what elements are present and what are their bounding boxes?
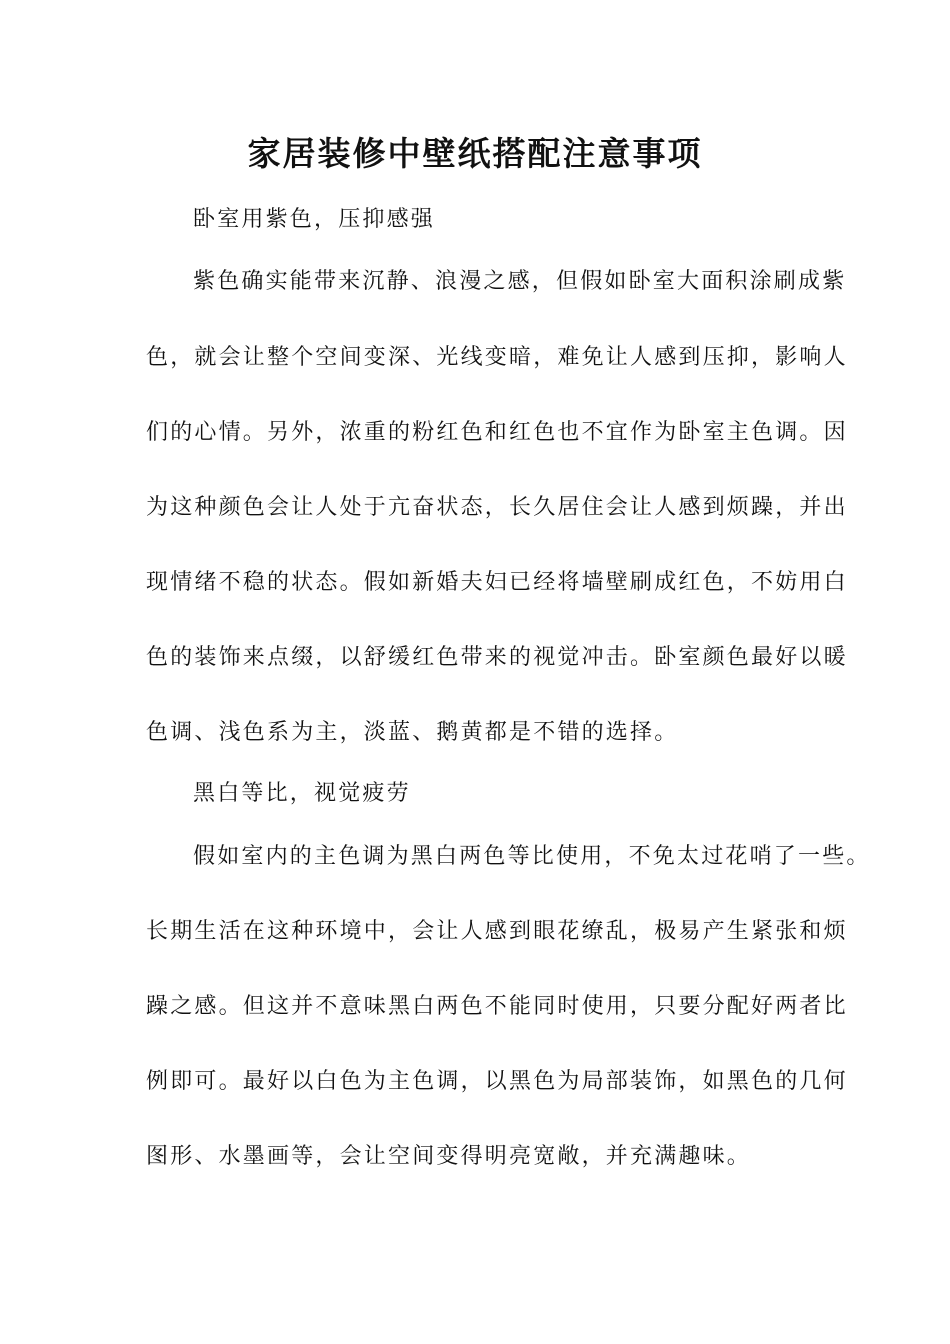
paragraph-line: 为这种颜色会让人处于亢奋状态，长久居住会让人感到烦躁，并出: [146, 495, 848, 520]
paragraph-line: 现情绪不稳的状态。假如新婚夫妇已经将墙壁刷成红色，不妨用白: [146, 570, 848, 595]
paragraph-line: 们的心情。另外，浓重的粉红色和红色也不宜作为卧室主色调。因: [146, 420, 848, 445]
paragraph-line: 色，就会让整个空间变深、光线变暗，难免让人感到压抑，影响人: [146, 345, 848, 370]
paragraph-line: 躁之感。但这并不意味黑白两色不能同时使用，只要分配好两者比: [146, 994, 848, 1019]
section-heading: 卧室用紫色，压抑感强: [193, 207, 436, 232]
paragraph-line: 色调、浅色系为主，淡蓝、鹅黄都是不错的选择。: [146, 720, 679, 745]
paragraph-line: 长期生活在这种环境中，会让人感到眼花缭乱，极易产生紧张和烦: [146, 919, 848, 944]
paragraph-line: 紫色确实能带来沉静、浪漫之感，但假如卧室大面积涂刷成紫: [193, 269, 847, 294]
paragraph-line: 色的装饰来点缀，以舒缓红色带来的视觉冲击。卧室颜色最好以暖: [146, 645, 848, 670]
section-heading: 黑白等比，视觉疲劳: [193, 781, 411, 806]
paragraph-line: 假如室内的主色调为黑白两色等比使用，不免太过花哨了一些。: [193, 844, 871, 869]
paragraph-line: 例即可。最好以白色为主色调，以黑色为局部装饰，如黑色的几何: [146, 1069, 848, 1094]
paragraph-line: 图形、水墨画等，会让空间变得明亮宽敞，并充满趣味。: [146, 1144, 752, 1169]
document-title: 家居装修中壁纸搭配注意事项: [247, 134, 703, 173]
